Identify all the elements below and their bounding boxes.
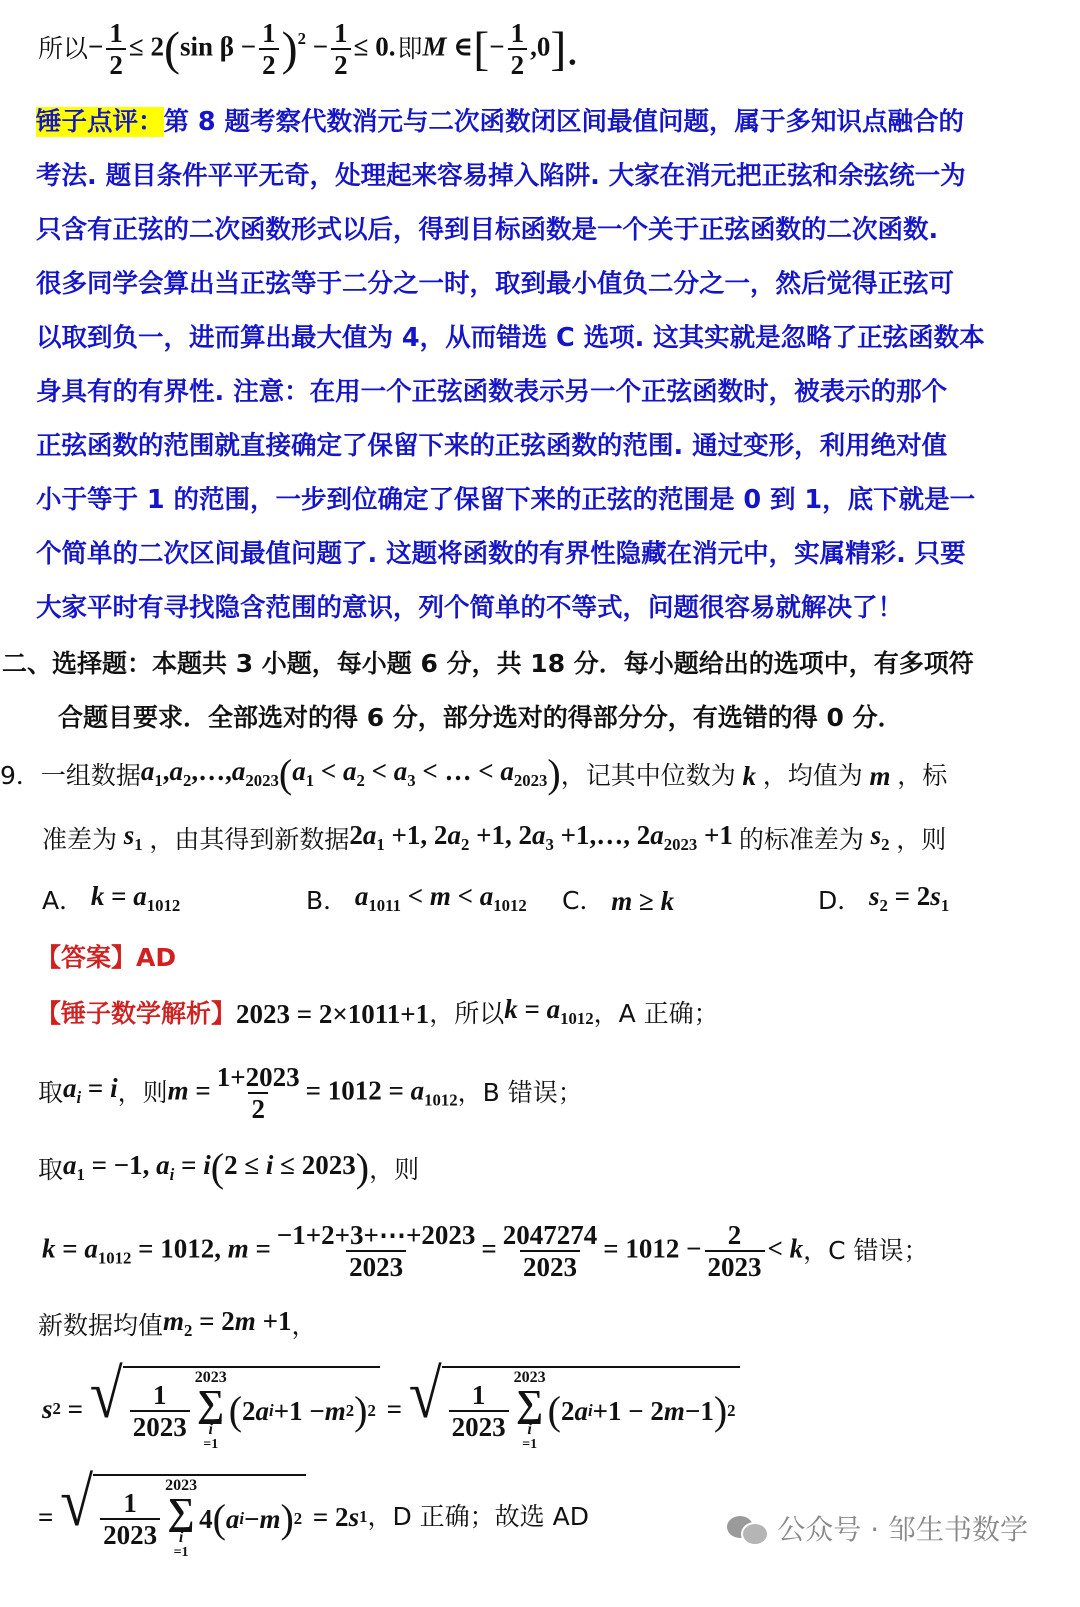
option-b[interactable] bbox=[306, 880, 527, 922]
solution-line-6 bbox=[42, 1356, 740, 1453]
mean-m: m bbox=[862, 761, 898, 791]
solution-text: 取 bbox=[38, 1155, 64, 1184]
option-b-label: B． bbox=[306, 886, 349, 915]
numerator: 1 bbox=[334, 17, 348, 48]
comment-line-9: 个简单的二次区间最值问题了. 这题将函数的有界性隐藏在消元中，实属精彩. 只要 bbox=[36, 539, 966, 569]
solution-text: ，B 错误； bbox=[457, 1078, 583, 1107]
solution-text: ，D 正确；故选 AD bbox=[367, 1502, 589, 1531]
fraction bbox=[259, 19, 279, 80]
section-title-line-2: 合题目要求．全部选对的得 6 分，部分选对的得部分分，有选错的得 0 分． bbox=[58, 703, 903, 732]
numerator: 1 bbox=[262, 17, 276, 48]
solution-line-2 bbox=[38, 1056, 583, 1130]
comment-line-6: 身具有的有界性. 注意：在用一个正弦函数表示另一个正弦函数时，被表示的那个 bbox=[36, 377, 948, 407]
minus-sign: − bbox=[489, 31, 505, 62]
leq-sign: ≤ bbox=[128, 31, 144, 62]
denominator: 2 bbox=[259, 48, 279, 79]
numerator: 1 bbox=[109, 17, 123, 48]
option-b-formula: $a_{1011} < m < a_{1012}$ bbox=[354, 881, 527, 915]
option-d-label: D． bbox=[818, 886, 863, 915]
zero: 0. bbox=[375, 31, 396, 62]
option-d[interactable] bbox=[818, 880, 949, 922]
question-text: ，则 bbox=[896, 825, 947, 854]
watermark bbox=[727, 1508, 1028, 1548]
comment-line-3: 只含有正弦的二次函数形式以后，得到目标函数是一个关于正弦函数的二次函数. bbox=[36, 215, 939, 245]
question-text: ，标 bbox=[897, 761, 948, 790]
question-text: ，由其得到新数据 bbox=[149, 825, 350, 854]
solution-formula: s 2 = √ $\frac{1}{2023}$ 2023 ∑ i =1 ( 2 a i +1 − m 2 ) 2 = √ $\frac{1}{2023}$ 2023 ∑ i =1 ( 2 a i +1 − 2 m −1 ) 2 bbox=[42, 1366, 740, 1452]
solution-formula: $a_i = i$ bbox=[63, 1073, 118, 1107]
right-bracket: ]. bbox=[550, 22, 579, 75]
solution-formula: $k = a_{1012}$ bbox=[504, 994, 594, 1028]
denominator: 2 bbox=[508, 48, 528, 79]
option-c[interactable] bbox=[562, 880, 674, 922]
denominator: 2 bbox=[331, 48, 351, 79]
data-sequence: $a_1,a_2,\dots,a_{2023}(a_1 < a_2 < a_3$ < … < $a_{2023}$) bbox=[140, 750, 561, 796]
answer-line bbox=[36, 940, 176, 976]
top-prefix: 所以 bbox=[38, 34, 89, 63]
fraction bbox=[508, 19, 528, 80]
option-a-label: A． bbox=[42, 886, 85, 915]
comment-line-2: 考法. 题目条件平平无奇，处理起来容易掉入陷阱. 大家在消元把正弦和余弦统一为 bbox=[36, 161, 966, 191]
solution-formula: = √ $\frac{1}{2023}$ 2023 ∑ i =1 4 ( a i − m ) 2 = 2 s 1 bbox=[38, 1464, 368, 1561]
question-number: 9． bbox=[0, 761, 41, 790]
solution-line-7 bbox=[38, 1464, 589, 1561]
leq-sign: ≤ bbox=[353, 31, 369, 62]
numerator: 1 bbox=[510, 17, 525, 48]
comment-label: 锤子点评： bbox=[36, 107, 164, 137]
comment-line-4: 很多同学会算出当正弦等于二分之一时，取到最小值负二分之一，然后觉得正弦可 bbox=[36, 269, 955, 299]
solution-line-5 bbox=[38, 1306, 316, 1346]
answer-value: AD bbox=[136, 943, 177, 972]
solution-formula: $k = a_{1012} = 1012$, m = $\frac{-1+2+3+\cdots+2023}{2023}$ = $\frac{2047274}{2023}$ = 1012 − $\frac{2}{2023}$ < k bbox=[42, 1219, 804, 1282]
comment-text: 第 8 题考察代数消元与二次函数闭区间最值问题，属于多知识点融合的 bbox=[163, 107, 965, 137]
solution-formula: $a_1 = -1$, $a_i = i(2 \le i \le 2023)$ bbox=[63, 1144, 370, 1190]
std-s1: $s_1$ bbox=[123, 820, 143, 854]
fraction bbox=[106, 19, 126, 80]
solution-text: ，C 错误； bbox=[803, 1236, 929, 1265]
question-9-line-2 bbox=[42, 818, 946, 862]
range-formula bbox=[422, 19, 578, 80]
conclusion-prefix: 即 bbox=[397, 34, 423, 63]
top-formula: − $\frac{1}{2}$ ≤ 2(sin β − $\frac{1}{2}$ )$^2$ − $\frac{1}{2}$ ≤ 0. bbox=[88, 17, 396, 80]
comment-line-1 bbox=[36, 104, 964, 140]
new-data-sequence: $2a_1 +1$, $2a_2 +1$, $2a_3$ +1,…, $2a_{2023} +1$ bbox=[349, 820, 733, 854]
option-c-formula: m ≥ k bbox=[611, 886, 675, 916]
question-text: 准差为 bbox=[42, 825, 118, 854]
comment-line-8: 小于等于 1 的范围，一步到位确定了保留下来的正弦的范围是 0 到 1，底下就是一 bbox=[36, 485, 976, 515]
denominator: 2 bbox=[106, 48, 126, 79]
solution-text: ，所以 bbox=[429, 999, 505, 1028]
question-text: 一组数据 bbox=[40, 761, 141, 790]
question-text: ，记其中位数为 bbox=[560, 761, 736, 790]
option-a-formula: $k = a_{1012}$ bbox=[90, 881, 181, 915]
solution-formula: $m_2 = 2m +1$ bbox=[163, 1306, 292, 1340]
question-text: ，均值为 bbox=[762, 761, 863, 790]
solution-text: ，A 正确； bbox=[593, 999, 719, 1028]
sin-beta: sin β bbox=[179, 31, 234, 62]
wechat-icon bbox=[727, 1512, 767, 1544]
comment-line-10: 大家平时有寻找隐含范围的意识，列个简单的不等式，问题很容易就解决了！ bbox=[36, 593, 904, 623]
answer-label: 【答案】 bbox=[36, 943, 137, 972]
section-title-line-1: 二、选择题：本题共 3 小题，每小题 6 分，共 18 分．每小题给出的选项中，有多项符 bbox=[2, 649, 974, 678]
watermark-text: 公众号 · 邹生书数学 bbox=[777, 1513, 1028, 1546]
option-a[interactable] bbox=[42, 880, 180, 922]
std-s2: $s_2$ bbox=[870, 820, 890, 854]
fraction bbox=[331, 19, 351, 80]
top-conclusion-line bbox=[38, 14, 578, 84]
comment-line-5: 以取到负一，进而算出最大值为 4，从而错选 C 选项. 这其实就是忽略了正弦函数本 bbox=[36, 323, 985, 353]
median-k: k bbox=[735, 761, 763, 791]
zero: ,0 bbox=[530, 31, 551, 62]
minus-sign: − bbox=[88, 31, 104, 62]
question-9-line-1 bbox=[0, 752, 947, 800]
solution-text: ，则 bbox=[117, 1078, 168, 1107]
solution-label: 【锤子数学解析】 bbox=[36, 999, 237, 1028]
solution-line-3 bbox=[38, 1144, 420, 1192]
solution-line-4 bbox=[42, 1214, 929, 1288]
comment-line-7: 正弦函数的范围就直接确定了保留下来的正弦函数的范围. 通过变形，利用绝对值 bbox=[36, 431, 948, 461]
solution-text: 新数据均值 bbox=[38, 1311, 164, 1340]
solution-text: 取 bbox=[38, 1078, 64, 1107]
option-d-formula: $s_2 = 2s_1$ bbox=[869, 881, 950, 915]
solution-formula: m = $\frac{1+2023}{2}$ = $1012 = a_{1012}$ bbox=[167, 1061, 458, 1124]
option-c-label: C． bbox=[562, 886, 605, 915]
solution-text: ， bbox=[291, 1311, 317, 1340]
question-text: 的标准差为 bbox=[738, 825, 864, 854]
solution-expr: 2023 = 2×1011+1 bbox=[236, 999, 430, 1029]
in-sign: ∈ bbox=[453, 31, 474, 62]
set-M: M bbox=[422, 31, 447, 62]
solution-line-1 bbox=[36, 994, 719, 1034]
left-bracket: [ bbox=[473, 22, 490, 75]
solution-text: ，则 bbox=[369, 1155, 420, 1184]
